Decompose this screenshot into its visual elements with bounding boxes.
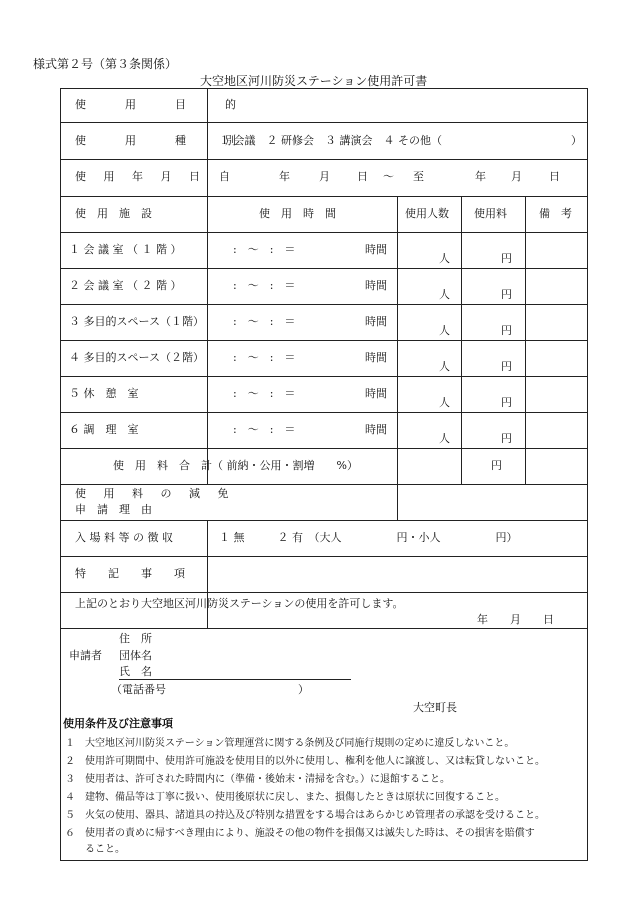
room-yen-unit: 円 <box>501 396 512 409</box>
total-yen-unit: 円 <box>491 459 502 472</box>
room-yen-unit: 円 <box>501 432 512 445</box>
room-people-unit: 人 <box>439 324 450 337</box>
note-item: １ 大空地区河川防災ステーション管理運営に関する条例及び同施行規則の定めに違反しないこと。 <box>65 738 515 749</box>
header-time: 使 用 時 間 <box>259 207 336 220</box>
room-people-unit: 人 <box>439 432 450 445</box>
date-year-1: 年 <box>279 170 290 183</box>
room-time[interactable]: : ～ : ＝ <box>233 315 296 328</box>
address-label: 住 所 <box>119 632 152 645</box>
group-label: 団体名 <box>119 649 152 662</box>
room-yen-unit: 円 <box>501 324 512 337</box>
room-name: ５ 休 憩 室 <box>69 387 139 400</box>
room-time[interactable]: : ～ : ＝ <box>233 351 296 364</box>
room-hours-unit: 時間 <box>365 387 387 400</box>
phone-label: （電話番号 ） <box>111 683 309 696</box>
date-to: 至 <box>413 170 424 183</box>
note-item: ３ 使用者は、許可された時間内に（準備・後始末・清掃を含む。）に退館すること。 <box>65 774 450 785</box>
room-hours-unit: 時間 <box>365 351 387 364</box>
room-yen-unit: 円 <box>501 288 512 301</box>
date-month-2: 月 <box>511 170 522 183</box>
room-time[interactable]: : ～ : ＝ <box>233 423 296 436</box>
admission-value[interactable]: １ 無 ２ 有 （大人 円・小人 円） <box>219 531 518 544</box>
reduction-label-2: 申 請 理 由 <box>75 503 152 516</box>
room-people-unit: 人 <box>439 360 450 373</box>
room-hours-unit: 時間 <box>365 315 387 328</box>
room-hours-unit: 時間 <box>365 243 387 256</box>
permission-text: 上記のとおり大空地区河川防災ステーションの使用を許可します。 <box>75 597 404 610</box>
room-people-unit: 人 <box>439 396 450 409</box>
issuer: 大空町長 <box>413 701 457 714</box>
date-month-1: 月 <box>319 170 330 183</box>
reduction-field[interactable] <box>209 486 585 518</box>
note-item: ４ 建物、備品等は丁寧に扱い、使用後原状に戻し、また、損傷したときは原状に回復すること。 <box>65 792 505 803</box>
date-day-2: 日 <box>549 170 560 183</box>
notes-title: 使用条件及び注意事項 <box>63 717 173 730</box>
permission-date: 年 月 日 <box>477 613 554 626</box>
header-facility: 使 用 施 設 <box>75 207 152 220</box>
purpose-label: 使 用 目 的 <box>75 98 250 111</box>
reduction-label-1: 使 用 料 の 減 免 <box>75 487 236 500</box>
type-label: 使 用 種 別 <box>75 134 250 147</box>
header-people: 使用人数 <box>405 207 449 220</box>
form-title: 大空地区河川防災ステーション使用許可書 <box>200 74 428 88</box>
type-options[interactable]: １ 会議 ２ 研修会 ３ 講演会 ４ その他（ <box>219 134 442 147</box>
room-name: １ 会 議 室 （ １ 階 ） <box>69 243 182 256</box>
header-remarks: 備 考 <box>539 207 572 220</box>
room-name: ６ 調 理 室 <box>69 423 139 436</box>
special-field[interactable] <box>209 558 585 590</box>
applicant-label: 申請者 <box>69 649 102 662</box>
note-item: ６ 使用者の責めに帰すべき理由により、施設その他の物件を損傷又は滅失した時は、その損害を賠償す <box>65 828 535 839</box>
note-item: ２ 使用許可期間中、使用許可施設を使用目的以外に使用し、権利を他人に譲渡し、又は転貸しないこと。 <box>65 756 545 767</box>
room-people-unit: 人 <box>439 288 450 301</box>
room-name: ２ 会 議 室 （ ２ 階 ） <box>69 279 182 292</box>
room-people-unit: 人 <box>439 252 450 265</box>
date-label: 使 用 年 月 日 <box>75 170 207 183</box>
room-hours-unit: 時間 <box>365 423 387 436</box>
room-hours-unit: 時間 <box>365 279 387 292</box>
date-year-2: 年 <box>475 170 486 183</box>
permit-form <box>60 88 588 861</box>
special-label: 特 記 事 項 <box>75 567 185 580</box>
date-day-1: 日 <box>357 170 368 183</box>
room-yen-unit: 円 <box>501 252 512 265</box>
room-time[interactable]: : ～ : ＝ <box>233 387 296 400</box>
date-tilde: ～ <box>383 170 394 183</box>
name-label: 氏 名 <box>119 665 351 680</box>
form-number: 様式第２号（第３条関係） <box>33 57 178 71</box>
header-fee: 使用料 <box>474 207 507 220</box>
room-yen-unit: 円 <box>501 360 512 373</box>
date-from: 自 <box>219 170 230 183</box>
note-item: ５ 火気の使用、器具、諸道具の持込及び特別な措置をする場合はあらかじめ管理者の承認を受けること。 <box>65 810 545 821</box>
room-name: ３ 多目的スペース（１階） <box>69 315 204 328</box>
admission-label: 入 場 料 等 の 徴 収 <box>75 531 173 544</box>
room-time[interactable]: : ～ : ＝ <box>233 243 296 256</box>
note-item: ること。 <box>65 844 125 855</box>
total-label: 使 用 料 合 計（ 前納・公用・割増 %） <box>113 459 358 472</box>
room-name: ４ 多目的スペース（２階） <box>69 351 204 364</box>
type-close: ） <box>571 134 582 147</box>
purpose-field[interactable] <box>209 91 585 121</box>
room-time[interactable]: : ～ : ＝ <box>233 279 296 292</box>
